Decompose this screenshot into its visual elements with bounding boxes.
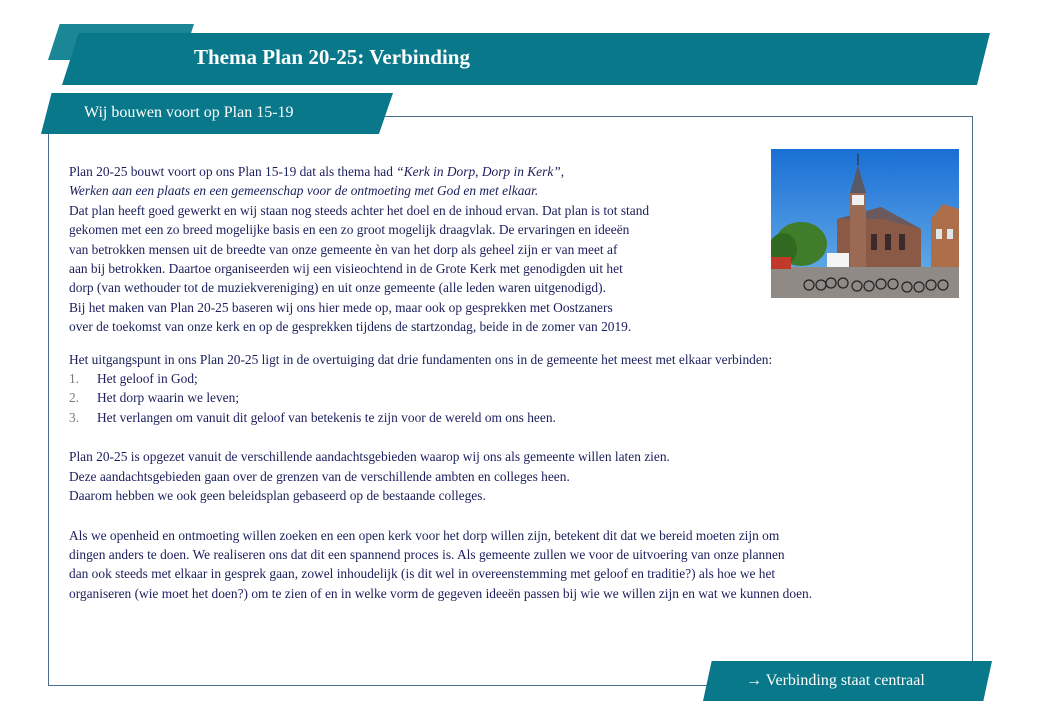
- paragraph-line: van betrokken mensen uit de breedte van onze gemeente èn van het dorp als geheel zijn er van meet af: [69, 241, 618, 257]
- paragraph-line: Plan 20-25 is opgezet vanuit de verschillende aandachtsgebieden waarop wij ons als gemeente willen laten zien.: [69, 449, 670, 465]
- paragraph-line: Daarom hebben we ook geen beleidsplan gebaseerd op de bestaande colleges.: [69, 488, 486, 504]
- paragraph-line: dingen anders te doen. We realiseren ons dat dit een spannend proces is. Als gemeente zullen we voor de uitvoering van onze plannen: [69, 546, 785, 562]
- paragraph-line: over de toekomst van onze kerk en op de gesprekken tijdens de startzondag, beide in de zomer van 2019.: [69, 319, 632, 335]
- theme-subtitle: Werken aan een plaats en een gemeenschap voor de ontmoeting met God en met elkaar.: [69, 183, 539, 199]
- paragraph-line: Deze aandachtsgebieden gaan over de grenzen van de verschillende ambten en colleges heen.: [69, 468, 570, 484]
- paragraph-line: gekomen met een zo breed mogelijke basis en een zo groot mogelijk draagvlak. De ervaringen en ideeën: [69, 222, 630, 238]
- paragraph-line: dorp (van wethouder tot de muziekvereniging) en uit onze gemeente (alle leden waren uitgenodigd).: [69, 280, 606, 296]
- spacer: [69, 427, 969, 447]
- paragraph-line: aan bij betrokken. Daartoe organiseerden wij een visieochtend in de Grote Kerk met genodigden uit het: [69, 261, 623, 277]
- paragraph-line: Dat plan heeft goed gewerkt en wij staan nog steeds achter het doel en de inhoud ervan. Dat plan is tot stand: [69, 202, 650, 218]
- list-number: 1.: [69, 371, 80, 387]
- list-text: Het geloof in God;: [97, 371, 198, 387]
- list-text: Het dorp waarin we leven;: [97, 390, 240, 406]
- list-item: [69, 408, 969, 427]
- list-number: 3.: [69, 409, 80, 425]
- fundamenten-intro: Het uitgangspunt in ons Plan 20-25 ligt in de overtuiging dat drie fundamenten ons in de gemeente het meest met elkaar verbinden:: [69, 351, 773, 367]
- paragraph-line: Als we openheid en ontmoeting willen zoeken en een open kerk voor het dorp willen zijn, betekent dit dat we bereid moeten zijn om: [69, 527, 780, 543]
- list-item: [69, 369, 969, 388]
- paragraph-line: organiseren (wie moet het doen?) om te zien of en in welke vorm de gegeven ideeën passen bij wie we willen zijn en wat we kunnen doen.: [69, 585, 813, 601]
- spacer: [69, 337, 969, 350]
- section-tab-label: Wij bouwen voort op Plan 15-19: [84, 104, 294, 121]
- list-number: 2.: [69, 390, 80, 406]
- spacer: [69, 506, 969, 526]
- list-item: [69, 388, 969, 407]
- footer-label: → Verbinding staat centraal: [746, 672, 925, 689]
- theme-quote: “Kerk in Dorp, Dorp in Kerk”,: [396, 164, 565, 179]
- list-text: Het verlangen om vanuit dit geloof van betekenis te zijn voor de wereld om ons heen.: [97, 409, 556, 425]
- body-text: [69, 162, 969, 603]
- paragraph-intro-line1: Plan 20-25 bouwt voort op ons Plan 15-19 dat als thema had “Kerk in Dorp, Dorp in Kerk”,: [69, 164, 565, 179]
- paragraph-line: dan ook steeds met elkaar in gesprek gaan, zowel inhoudelijk (is dit wel in overeenstemming met geloof en traditie?) als hoe we het: [69, 566, 776, 582]
- paragraph-line: Bij het maken van Plan 20-25 baseren wij ons hier mede op, maar ook op gesprekken met Oostzaners: [69, 299, 613, 315]
- page-title: Thema Plan 20-25: Verbinding: [194, 45, 470, 69]
